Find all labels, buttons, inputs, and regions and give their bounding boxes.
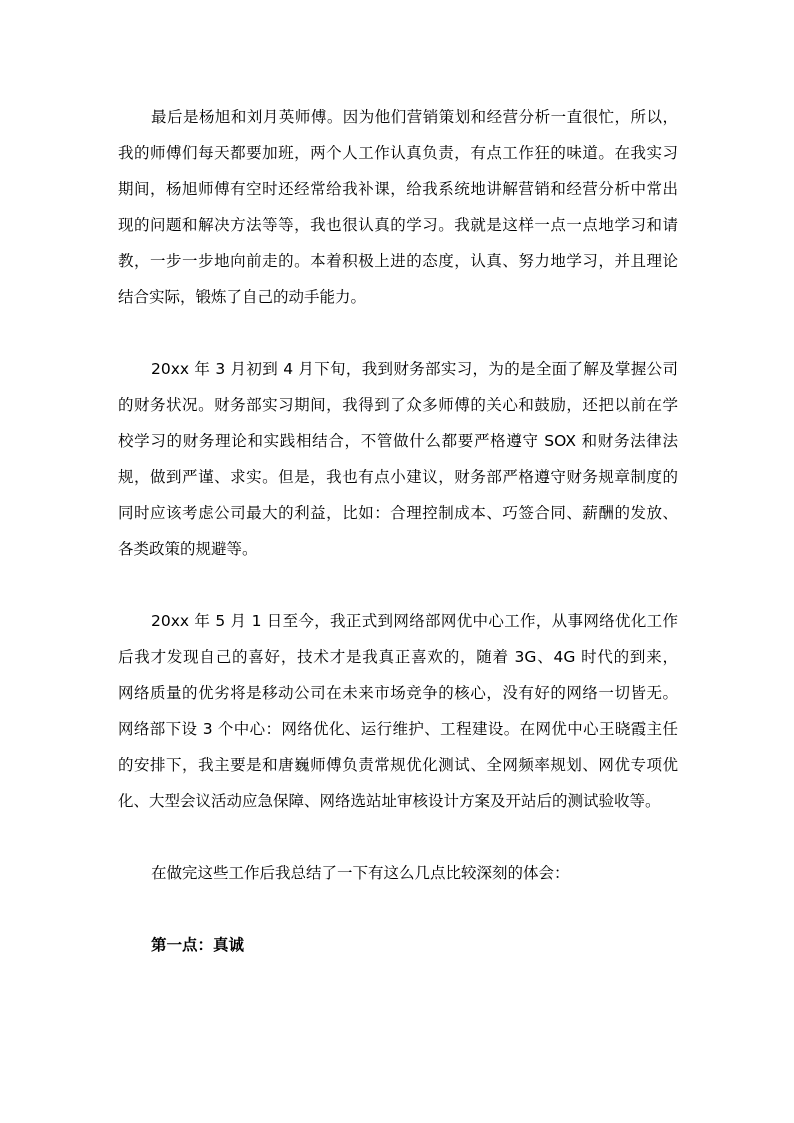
text-line: 期间，杨旭师傅有空时还经常给我补课，给我系统地讲解营销和经营分析中常出 — [118, 180, 678, 198]
paragraph-mentors — [118, 99, 678, 315]
text-line: 各类政策的规避等。 — [118, 540, 258, 558]
document-page — [118, 99, 678, 963]
paragraph-summary-intro — [118, 855, 678, 891]
text-line: 教，一步一步地向前走的。本着积极上进的态度，认真、努力地学习，并且理论 — [118, 252, 678, 270]
text-line: 最后是杨旭和刘月英师傅。因为他们营销策划和经营分析一直很忙，所以， — [151, 108, 678, 126]
text-line: 校学习的财务理论和实践相结合，不管做什么都要严格遵守 SOX 和财务法律法 — [118, 432, 678, 450]
text-line: 结合实际，锻炼了自己的动手能力。 — [118, 288, 367, 306]
paragraph-finance-internship — [118, 351, 678, 567]
text-line: 的安排下，我主要是和唐巍师傅负责常规优化测试、全网频率规划、网优专项优 — [118, 756, 678, 774]
text-line: 20xx 年 3 月初到 4 月下旬，我到财务部实习，为的是全面了解及掌握公司 — [151, 360, 678, 378]
text-line: 在做完这些工作后我总结了一下有这么几点比较深刻的体会： — [151, 864, 570, 882]
text-line: 的财务状况。财务部实习期间，我得到了众多师傅的关心和鼓励，还把以前在学 — [118, 396, 678, 414]
text-line: 同时应该考虑公司最大的利益，比如：合理控制成本、巧签合同、薪酬的发放、 — [118, 504, 678, 522]
paragraph-network-department — [118, 603, 678, 819]
text-line: 网络质量的优劣将是移动公司在未来市场竞争的核心，没有好的网络一切皆无。 — [118, 684, 678, 702]
text-line: 现的问题和解决方法等等，我也很认真的学习。我就是这样一点一点地学习和请 — [118, 216, 678, 234]
text-line: 20xx 年 5 月 1 日至今，我正式到网络部网优中心工作，从事网络优化工作 — [151, 612, 678, 630]
text-line: 网络部下设 3 个中心：网络优化、运行维护、工程建设。在网优中心王晓霞主任 — [118, 720, 678, 738]
text-line: 化、大型会议活动应急保障、网络选站址审核设计方案及开站后的测试验收等。 — [118, 792, 661, 810]
text-line: 后我才发现自己的喜好，技术才是我真正喜欢的，随着 3G、4G 时代的到来， — [118, 648, 678, 666]
text-line: 规，做到严谨、求实。但是，我也有点小建议，财务部严格遵守财务规章制度的 — [118, 468, 678, 486]
section-heading: 第一点：真诚 — [151, 936, 245, 954]
text-line: 我的师傅们每天都要加班，两个人工作认真负责，有点工作狂的味道。在我实习 — [118, 144, 678, 162]
